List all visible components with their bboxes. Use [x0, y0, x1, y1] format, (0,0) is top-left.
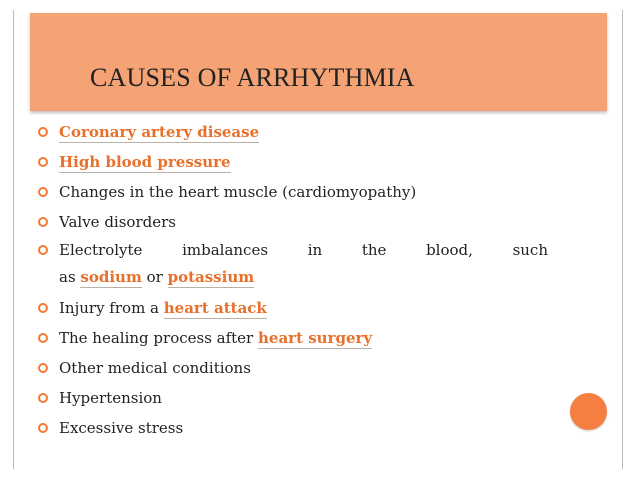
left-border-line — [13, 10, 14, 469]
word: imbalances — [182, 241, 269, 259]
list-item — [38, 383, 558, 413]
hollow-circle-bullet-icon — [38, 157, 48, 167]
hollow-circle-bullet-icon — [38, 303, 48, 313]
word: the — [361, 241, 387, 259]
item-text: Excessive stress — [59, 419, 184, 437]
word: in — [307, 241, 323, 259]
item-text: Other medical conditions — [59, 359, 251, 377]
item-text: as — [59, 268, 81, 286]
hollow-circle-bullet-icon — [38, 187, 48, 197]
link-potassium[interactable]: potassium — [167, 268, 255, 286]
list-item — [38, 177, 558, 207]
hollow-circle-bullet-icon — [38, 127, 48, 137]
item-text: Injury from a — [59, 299, 164, 317]
hollow-circle-bullet-icon — [38, 423, 48, 433]
decorative-circle-icon — [570, 393, 607, 430]
list-item — [38, 207, 558, 237]
hollow-circle-bullet-icon — [38, 393, 48, 403]
list-item — [38, 323, 558, 353]
list-item — [38, 353, 558, 383]
item-text-line-2 — [59, 264, 558, 291]
list-item — [38, 117, 558, 147]
link-heart-surgery[interactable]: heart surgery — [258, 329, 373, 347]
right-border-line — [622, 10, 623, 469]
item-text: Hypertension — [59, 389, 162, 407]
item-text-line-1 — [59, 237, 548, 264]
title-header-band — [30, 13, 607, 111]
link-high-blood-pressure[interactable]: High blood pressure — [59, 153, 231, 171]
word: Electrolyte — [59, 241, 143, 259]
hollow-circle-bullet-icon — [38, 363, 48, 373]
word: blood, — [426, 241, 473, 259]
word: such — [512, 241, 548, 259]
link-heart-attack[interactable]: heart attack — [163, 299, 267, 317]
item-text: or — [141, 268, 168, 286]
list-item — [38, 413, 558, 443]
link-sodium[interactable]: sodium — [80, 268, 142, 286]
list-item — [38, 147, 558, 177]
list-item — [38, 237, 558, 293]
causes-bullet-list — [38, 117, 558, 443]
slide-title: CAUSES OF ARRHYTHMIA — [90, 63, 415, 92]
hollow-circle-bullet-icon — [38, 217, 48, 227]
list-item — [38, 293, 558, 323]
item-text: Changes in the heart muscle (cardiomyopathy) — [59, 183, 417, 201]
item-text: Valve disorders — [59, 213, 176, 231]
hollow-circle-bullet-icon — [38, 245, 48, 255]
item-text: The healing process after — [59, 329, 258, 347]
hollow-circle-bullet-icon — [38, 333, 48, 343]
link-coronary-artery-disease[interactable]: Coronary artery disease — [59, 123, 260, 141]
